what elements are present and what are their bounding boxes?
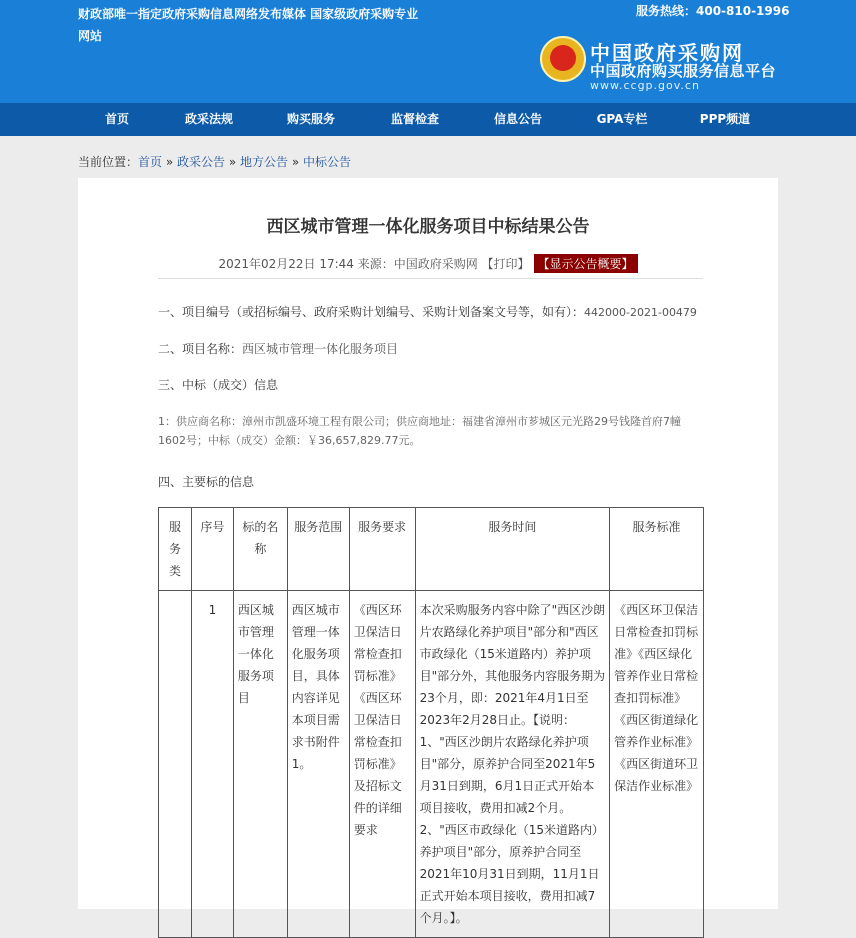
cell-number: 1 (191, 591, 233, 938)
header-time: 服务时间 (415, 508, 610, 591)
table-header-row (159, 508, 704, 591)
breadcrumb-sep: » (288, 155, 304, 169)
project-number-value: 442000-2021-00479 (584, 306, 697, 319)
header-standard: 服务标准 (610, 508, 704, 591)
project-number-label: 一、项目编号（或招标编号、政府采购计划编号、采购计划备案文号等，如有）： (158, 305, 585, 319)
header-requirement: 服务要求 (349, 508, 415, 591)
cell-service-type (159, 591, 192, 938)
cell-scope: 西区城市管理一体化服务项目，具体内容详见本项目需求书附件1。 (287, 591, 349, 938)
cell-requirement: 《西区环卫保洁日常检查扣罚标准》《西区环卫保洁日常检查扣罚标准》及招标文件的详细要求 (349, 591, 415, 938)
section-project-number (158, 303, 697, 320)
nav-home[interactable]: 首页 (104, 112, 129, 126)
section-project-name (158, 340, 398, 357)
cell-time: 本次采购服务内容中除了"西区沙朗片农路绿化养护项目"部分和"西区市政绿化（15米道路内）养护项目"部分外，其他服务内容服务期为23个月，即：2021年4月1日至2023年2月28日止。【说明：1、"西区沙朗片农路绿化养护项目"部分，原养护合同至2021年5月31日到期，6月1日正式开始本项目接收，费用扣减2个月。2、"西区市政绿化（15米道路内）养护项目"部分，原养护合同至2021年10月31日到期，11月1日正式开始本项目接收，费用扣减7个月。】。 (415, 591, 610, 938)
breadcrumb-sep: » (225, 155, 241, 169)
logo-url: www.ccgp.gov.cn (590, 79, 700, 92)
project-name-value: 西区城市管理一体化服务项目 (242, 342, 399, 356)
cell-item-name: 西区城市管理一体化服务项目 (233, 591, 287, 938)
site-logo[interactable] (540, 36, 820, 94)
nav-announcements[interactable]: 信息公告 (493, 112, 542, 126)
national-emblem-icon (540, 36, 586, 82)
nav-ppp[interactable]: PPP频道 (699, 112, 751, 126)
logo-title: 中国政府采购网 (590, 41, 744, 65)
header-item-name: 标的名称 (233, 508, 287, 591)
main-items-table (158, 507, 704, 938)
award-info-paragraph: 1：供应商名称：漳州市凯盛环境工程有限公司；供应商地址：福建省漳州市芗城区元光路29号钱隆首府7幢1602号；中标（成交）金额：￥36,657,829.77元。 (158, 415, 681, 447)
header-service-type: 服务类 (159, 508, 192, 591)
site-tagline: 财政部唯一指定政府采购信息网络发布媒体 国家级政府采购专业网站 (78, 7, 419, 43)
divider (158, 278, 703, 279)
header-number: 序号 (191, 508, 233, 591)
breadcrumb-home[interactable]: 首页 (138, 155, 163, 169)
section-award-info: 三、中标（成交）信息 (158, 378, 279, 392)
nav-regulations[interactable]: 政采法规 (184, 112, 233, 126)
nav-purchase-services[interactable]: 购买服务 (286, 112, 335, 126)
breadcrumb-local[interactable]: 地方公告 (240, 155, 289, 169)
table-row (159, 591, 704, 938)
header-scope: 服务范围 (287, 508, 349, 591)
article-meta (78, 254, 778, 273)
site-header (0, 0, 856, 103)
breadcrumb-notices[interactable]: 政采公告 (177, 155, 226, 169)
show-summary-button[interactable]: 【显示公告概要】 (534, 254, 638, 273)
service-hotline: 服务热线：400-810-1996 (636, 4, 790, 18)
logo-subtitle: 中国政府购买服务信息平台 (590, 62, 777, 80)
article-meta-text: 2021年02月22日 17:44 来源：中国政府采购网 【打印】 (218, 257, 530, 271)
breadcrumb-prefix: 当前位置： (78, 155, 139, 169)
breadcrumb (78, 153, 351, 171)
article-content (78, 178, 778, 925)
nav-gpa[interactable]: GPA专栏 (596, 112, 648, 126)
project-name-label: 二、项目名称： (158, 342, 243, 356)
breadcrumb-sep: » (162, 155, 178, 169)
section-main-items: 四、主要标的信息 (158, 475, 255, 489)
nav-supervision[interactable]: 监督检查 (390, 112, 439, 126)
breadcrumb-award[interactable]: 中标公告 (303, 155, 352, 169)
article-title: 西区城市管理一体化服务项目中标结果公告 (266, 217, 590, 237)
cell-standard: 《西区环卫保洁日常检查扣罚标准》《西区绿化管养作业日常检查扣罚标准》《西区街道绿化管养作业标准》《西区街道环卫保洁作业标准》 (610, 591, 704, 938)
main-nav (0, 103, 856, 136)
